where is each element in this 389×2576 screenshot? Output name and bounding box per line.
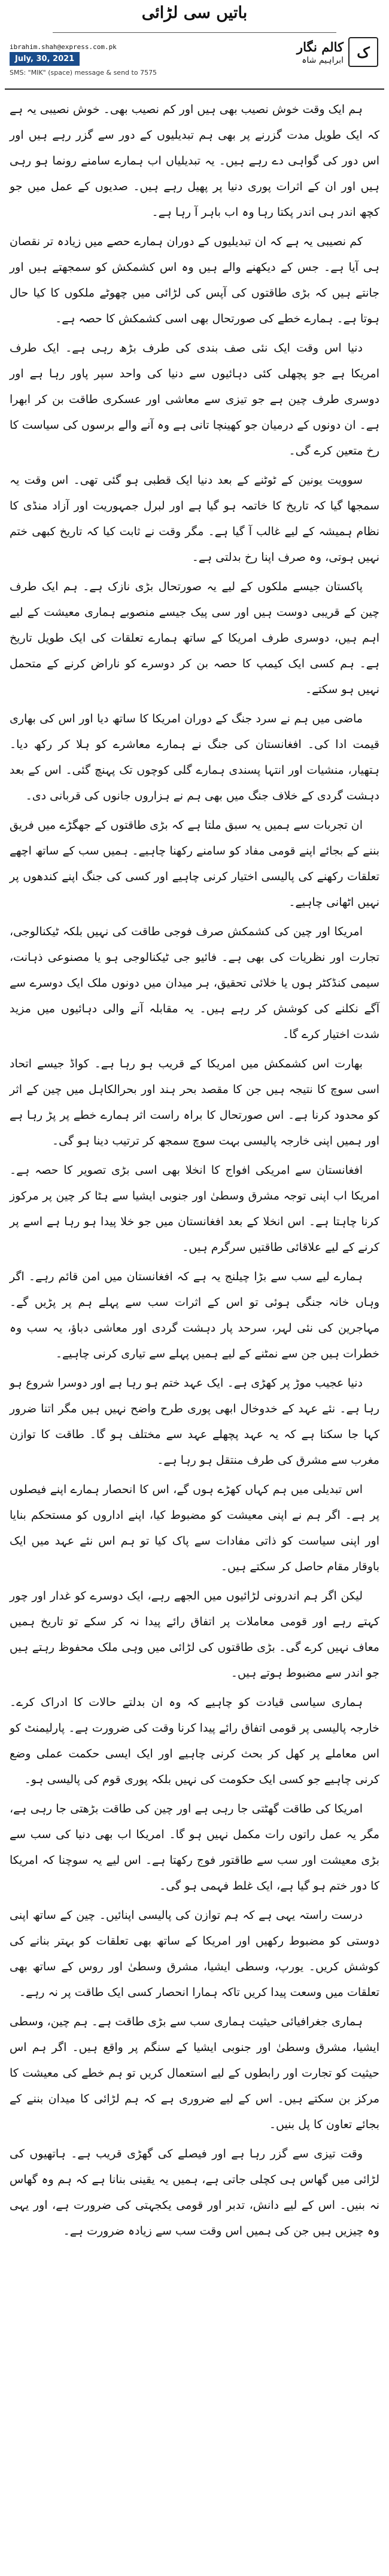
columnist-text	[297, 39, 344, 65]
article-paragraph: ہم ایک وقت خوش نصیب بھی ہیں اور کم نصیب بھی۔ خوش نصیبی یہ ہے کہ ایک طویل مدت گزرنے پر بھی ہم تبدیلیوں کے دور سے گزر رہے ہیں اور اس دور کی گواہی دے رہے ہیں۔ یہ تبدیلیاں اب ہمارے سامنے رونما ہو رہی ہیں اور ان کے اثرات پوری دنیا پر پھیل رہے ہیں۔ صدیوں کے عمل میں جو کچھ اندر ہی اندر پکتا رہا وہ اب باہر آ رہا ہے۔	[10, 103, 379, 219]
article-paragraph: ماضی میں ہم نے سرد جنگ کے دوران امریکا کا ساتھ دیا اور اس کی بھاری قیمت ادا کی۔ افغانستان کی جنگ نے ہمارے معاشرے کو ہلا کر رکھ دیا۔ ہتھیار، منشیات اور انتہا پسندی ہمارے گلی کوچوں تک پہنچ گئی۔ اس کے بعد دہشت گردی کے خلاف جنگ میں بھی ہم نے ہزاروں جانوں کی قربانی دی۔	[10, 712, 379, 802]
article-paragraph: بھارت اس کشمکش میں امریکا کے قریب ہو رہا ہے۔ کواڈ جیسے اتحاد اسی سوچ کا نتیجہ ہیں جن کا مقصد بحر ہند اور بحرالکاہل میں چین کے اثر کو محدود کرنا ہے۔ اس صورتحال کا براہ راست اثر ہمارے خطے پر پڑ رہا ہے اور ہمیں اپنی خارجہ پالیسی بہت سوچ سمجھ کر ترتیب دینا ہو گی۔	[10, 1057, 379, 1147]
article-paragraph: افغانستان سے امریکی افواج کا انخلا بھی اسی بڑی تصویر کا حصہ ہے۔ امریکا اب اپنی توجہ مشرق وسطیٰ اور جنوبی ایشیا سے ہٹا کر چین پر مرکوز کرنا چاہتا ہے۔ اس انخلا کے بعد افغانستان میں جو خلا پیدا ہو رہا ہے اسے پر کرنے کے لیے علاقائی طاقتیں سرگرم ہیں۔	[10, 1164, 379, 1254]
author-name: ابراہیم شاہ	[302, 55, 344, 65]
article-paragraph: اس تبدیلی میں ہم کہاں کھڑے ہوں گے، اس کا انحصار ہمارے اپنے فیصلوں پر ہے۔ اگر ہم نے اپنی معیشت کو مضبوط کیا، اپنے اداروں کو مستحکم بنایا اور اپنی سیاست کو ذاتی مفادات سے پاک کیا تو ہم اس نئے عہد میں ایک باوقار مقام حاصل کر سکتے ہیں۔	[10, 1483, 379, 1573]
columnist-block	[297, 37, 378, 67]
columnist-label: کالم نگار	[296, 39, 344, 54]
article-paragraph: پاکستان جیسے ملکوں کے لیے یہ صورتحال بڑی نازک ہے۔ ہم ایک طرف چین کے قریبی دوست ہیں اور سی پیک جیسے منصوبے ہماری معیشت کے لیے اہم ہیں، دوسری طرف امریکا کے ساتھ ہمارے تعلقات کی ایک طویل تاریخ ہے۔ ہم کسی ایک کیمپ کا حصہ بن کر دوسرے کو ناراض کرنے کے متحمل نہیں ہو سکتے۔	[10, 580, 379, 696]
article-paragraph: امریکا اور چین کی کشمکش صرف فوجی طاقت کی نہیں بلکہ ٹیکنالوجی، تجارت اور نظریات کی بھی ہے۔ فائیو جی ٹیکنالوجی ہو یا مصنوعی ذہانت، سیمی کنڈکٹر ہوں یا خلائی تحقیق، ہر میدان میں دونوں ملک ایک دوسرے سے آگے نکلنے کی کوشش کر رہے ہیں۔ یہ مقابلہ آنے والی دہائیوں میں مزید شدت اختیار کرے گا۔	[10, 925, 379, 1041]
article-paragraph: ہمارے لیے سب سے بڑا چیلنج یہ ہے کہ افغانستان میں امن قائم رہے۔ اگر وہاں خانہ جنگی ہوئی تو اس کے اثرات سب سے پہلے ہم پر پڑیں گے۔ مہاجرین کی نئی لہر، سرحد پار دہشت گردی اور معاشی دباؤ، یہ سب وہ خطرات ہیں جن سے نمٹنے کے لیے ہمیں پہلے سے تیاری کرنی چاہیے۔	[10, 1270, 379, 1360]
article-paragraph: دنیا اس وقت ایک نئی صف بندی کی طرف بڑھ رہی ہے۔ ایک طرف امریکا ہے جو پچھلی کئی دہائیوں سے دنیا کی واحد سپر پاور رہا ہے اور دوسری طرف چین ہے جو تیزی سے معاشی اور عسکری طاقت بن کر ابھرا ہے۔ ان دونوں کے درمیان جو کھینچا تانی ہے وہ آنے والے برسوں کی سیاست کا رخ متعین کرے گی۔	[10, 341, 379, 457]
article-paragraph: ان تجربات سے ہمیں یہ سبق ملتا ہے کہ بڑی طاقتوں کے جھگڑے میں فریق بننے کے بجائے اپنے قومی مفاد کو سامنے رکھنا چاہیے۔ ہمیں سب کے ساتھ اچھے تعلقات رکھنے کی پالیسی اختیار کرنی چاہیے اور کسی کی جنگ اپنے کندھوں پر نہیں اٹھانی چاہیے۔	[10, 819, 379, 909]
author-email[interactable]: ibrahim.shah@express.com.pk	[10, 43, 117, 51]
publish-date-badge: July, 30, 2021	[10, 52, 80, 66]
article-body	[0, 90, 389, 2244]
article-paragraph: درست راستہ یہی ہے کہ ہم توازن کی پالیسی اپنائیں۔ چین کے ساتھ اپنی دوستی کو مضبوط رکھیں اور امریکا کے ساتھ بھی تعلقات کو بہتر بنانے کی کوشش کریں۔ یورپ، وسطی ایشیا، مشرق وسطیٰ اور روس کے ساتھ بھی تعلقات میں وسعت پیدا کریں تاکہ ہمارا انحصار کسی ایک طاقت پر نہ رہے۔	[10, 1909, 379, 1999]
columnist-logo-icon: ک	[348, 37, 378, 67]
article-paragraph: ہماری سیاسی قیادت کو چاہیے کہ وہ ان بدلتے حالات کا ادراک کرے۔ خارجہ پالیسی پر قومی اتفاق رائے پیدا کرنا وقت کی ضرورت ہے۔ پارلیمنٹ کو اس معاملے پر کھل کر بحث کرنی چاہیے اور ایک ایسی حکمت عملی وضع کرنی چاہیے جو کسی ایک حکومت کی نہیں بلکہ پوری قوم کی پالیسی ہو۔	[10, 1696, 379, 1786]
article-paragraph: وقت تیزی سے گزر رہا ہے اور فیصلے کی گھڑی قریب ہے۔ ہاتھیوں کی لڑائی میں گھاس ہی کچلی جاتی ہے، ہمیں یہ یقینی بنانا ہے کہ ہم وہ گھاس نہ بنیں۔ اس کے لیے دانش، تدبر اور قومی یکجہتی کی ضرورت ہے، اور یہی وہ چیزیں ہیں جن کی ہمیں اس وقت سب سے زیادہ ضرورت ہے۔	[10, 2147, 379, 2238]
article-paragraph: لیکن اگر ہم اندرونی لڑائیوں میں الجھے رہے، ایک دوسرے کو غدار اور چور کہتے رہے اور قومی معاملات پر اتفاق رائے پیدا نہ کر سکے تو تاریخ ہمیں معاف نہیں کرے گی۔ بڑی طاقتوں کی لڑائی میں وہی ملک محفوظ رہتے ہیں جو اندر سے مضبوط ہوتے ہیں۔	[10, 1589, 379, 1680]
article-paragraph: امریکا کی طاقت گھٹتی جا رہی ہے اور چین کی طاقت بڑھتی جا رہی ہے، مگر یہ عمل راتوں رات مکمل نہیں ہو گا۔ امریکا اب بھی دنیا کی سب سے بڑی معیشت اور سب سے طاقتور فوج رکھتا ہے۔ اس لیے یہ سوچنا کہ امریکا کا دور ختم ہو گیا ہے، ایک غلط فہمی ہو گی۔	[10, 1802, 379, 1893]
title-divider	[53, 32, 336, 33]
article-paragraph: دنیا عجیب موڑ پر کھڑی ہے۔ ایک عہد ختم ہو رہا ہے اور دوسرا شروع ہو رہا ہے۔ نئے عہد کے خدوخال ابھی پوری طرح واضح نہیں ہیں مگر اتنا ضرور کہا جا سکتا ہے کہ یہ عہد پچھلے عہد سے مختلف ہو گا۔ طاقت کا توازن مغرب سے مشرق کی طرف منتقل ہو رہا ہے۔	[10, 1376, 379, 1467]
article-paragraph: سوویت یونین کے ٹوٹنے کے بعد دنیا ایک قطبی ہو گئی تھی۔ اس وقت یہ سمجھا گیا کہ تاریخ کا خاتمہ ہو گیا ہے اور لبرل جمہوریت اور آزاد منڈی کا نظام ہمیشہ کے لیے غالب آ گیا ہے۔ مگر وقت نے ثابت کیا کہ تاریخ کبھی ختم نہیں ہوتی، وہ صرف اپنا رخ بدلتی ہے۔	[10, 474, 379, 564]
column-title: باتیں سی لڑائی	[141, 4, 248, 22]
sms-instructions: SMS: "MIK" (space) message & send to 7575	[10, 69, 157, 77]
article-paragraph: ہماری جغرافیائی حیثیت ہماری سب سے بڑی طاقت ہے۔ ہم چین، وسطی ایشیا، مشرق وسطیٰ اور جنوبی ایشیا کے سنگم پر واقع ہیں۔ اگر ہم اس حیثیت کو تجارت اور رابطوں کے لیے استعمال کریں تو ہم خطے کی معیشت کا مرکز بن سکتے ہیں۔ اس کے لیے ضروری ہے کہ ہم لڑائی کا میدان بننے کے بجائے تعاون کا پل بنیں۔	[10, 2015, 379, 2131]
column-header	[5, 0, 384, 90]
column-meta	[10, 42, 157, 78]
article-paragraph: کم نصیبی یہ ہے کہ ان تبدیلیوں کے دوران ہمارے حصے میں زیادہ تر نقصان ہی آیا ہے۔ جس کے دیکھنے والے ہیں وہ اس کشمکش کو سمجھتے ہیں اور جانتے ہیں کہ بڑی طاقتوں کی آپس کی لڑائی میں چھوٹے ملکوں کا کیا حال ہوتا ہے۔ ہمارے خطے کی صورتحال بھی اسی کشمکش کا حصہ ہے۔	[10, 235, 379, 325]
